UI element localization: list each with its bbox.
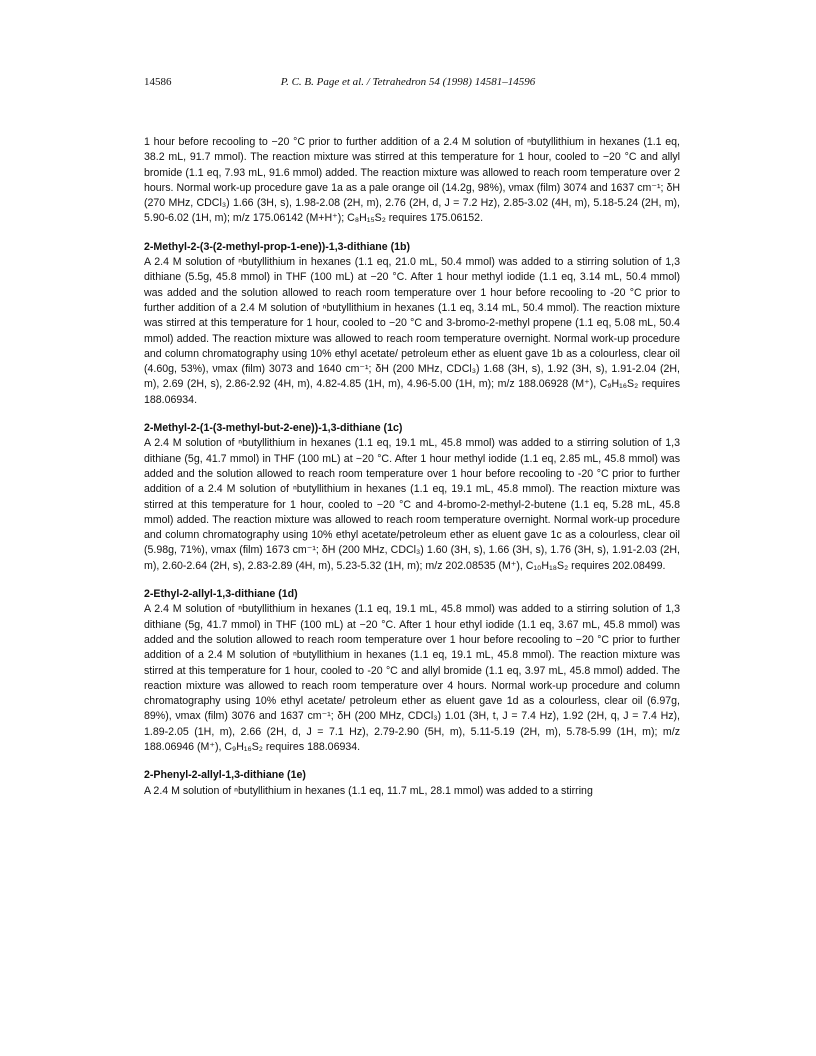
page-number: 14586 (144, 76, 172, 88)
journal-citation: P. C. B. Page et al. / Tetrahedron 54 (1998) 14581–14596 (280, 76, 536, 88)
section-heading: 2-Phenyl-2-allyl-1,3-dithiane (1e) (144, 769, 306, 782)
section-compound-1c (144, 421, 680, 574)
section-heading: 2-Methyl-2-(1-(3-methyl-but-2-ene))-1,3-dithiane (1c) (144, 422, 403, 435)
body-text (144, 135, 680, 799)
continuation-paragraph: 1 hour before recooling to −20 °C prior to further addition of a 2.4 M solution of ⁿbutyllithium in hexanes (1.1 eq, 38.2 mL, 91.7 mmol). The reaction mixture was stirred at this temperature for 1 hour, cooled to −20 °C and allyl bromide (1.1 eq, 7.93 mL, 91.6 mmol) added. The reaction mixture was allowed to reach room temperature over 2 hours. Normal work-up procedure gave 1a as a pale orange oil (14.2g, 98%), νmax (film) 3074 and 1637 cm⁻¹; δH (270 MHz, CDCl₃) 1.66 (3H, s), 1.98-2.08 (2H, m), 2.76 (2H, d, J = 7.2 Hz), 2.85-3.02 (4H, m), 5.18-5.24 (2H, m), 5.90-6.02 (1H, m); m/z 175.06142 (M+H⁺); C₈H₁₅S₂ requires 175.06152. (144, 136, 680, 225)
section-compound-1e (144, 768, 680, 799)
section-paragraph: A 2.4 M solution of ⁿbutyllithium in hexanes (1.1 eq, 19.1 mL, 45.8 mmol) was added to a stirring solution of 1,3 dithiane (5g, 41.7 mmol) in THF (100 mL) at −20 °C. After 1 hour methyl iodide (1.1 eq, 2.85 mL, 45.8 mmol) was added and the solution allowed to reach room temperature over 1 hour before recooling to -20 °C prior to further addition of a 2.4 M solution of ⁿbutyllithium in hexanes (1.1 eq, 19.1 mL, 45.8 mmol). The reaction mixture was stirred at this temperature for 1 hour, cooled to −20 °C and 4-bromo-2-methyl-2-butene (1.1 eq, 5.28 mL, 45.8 mmol) added. The reaction mixture was allowed to reach room temperature overnight. Normal work-up procedure and column chromatography using 10% ethyl acetate/petroleum ether as eluent gave 1c as a colourless, clear oil (5.98g, 71%), νmax (film) 1673 cm⁻¹; δH (200 MHz, CDCl₃) 1.60 (3H, s), 1.66 (3H, s), 1.76 (3H, s), 1.91-2.03 (2H, m), 2.60-2.64 (2H, s), 2.83-2.89 (4H, m), 5.23-5.32 (1H, m); m/z 202.08535 (M⁺), C₁₀H₁₈S₂ requires 202.08499. (144, 437, 680, 572)
section-compound-1b (144, 240, 680, 408)
section-heading: 2-Methyl-2-(3-(2-methyl-prop-1-ene))-1,3-dithiane (1b) (144, 240, 411, 253)
section-paragraph: A 2.4 M solution of ⁿbutyllithium in hexanes (1.1 eq, 11.7 mL, 28.1 mmol) was added to a stirring (144, 784, 593, 797)
section-paragraph: A 2.4 M solution of ⁿbutyllithium in hexanes (1.1 eq, 19.1 mL, 45.8 mmol) was added to a stirring solution of 1,3 dithiane (5g, 41.7 mmol) in THF (100 mL) at −20 °C. After 1 hour ethyl iodide (1.1 eq, 3.67 mL, 45.8 mmol) was added and the solution allowed to reach room temperature over 1 hour before recooling to −20 °C prior to further addition of a 2.4 M solution of ⁿbutyllithium in hexanes (1.1 eq, 19.1 mL, 45.8 mmol). The reaction mixture was stirred at this temperature for 1 hour, cooled to -20 °C and allyl bromide (1.1 eq, 3.97 mL, 45.8 mmol) added. The reaction mixture was allowed to reach room temperature over 4 hours. Normal work-up procedure and column chromatography using 10% ethyl acetate/ petroleum ether as eluent gave 1d as a colourless, clear oil (6.97g, 89%), νmax (film) 3076 and 1637 cm⁻¹; δH (200 MHz, CDCl₃) 1.01 (3H, t, J = 7.4 Hz), 1.92 (2H, q, J = 7.4 Hz), 1.89-2.05 (1H, m), 2.66 (2H, d, J = 7.1 Hz), 2.79-2.90 (5H, m), 5.11-5.19 (2H, m), 5.78-5.99 (1H, m); m/z 188.06946 (M⁺), C₉H₁₆S₂ requires 188.06934. (144, 603, 680, 753)
section-paragraph: A 2.4 M solution of ⁿbutyllithium in hexanes (1.1 eq, 21.0 mL, 50.4 mmol) was added to a stirring solution of 1,3 dithiane (5.5g, 45.8 mmol) in THF (100 mL) at −20 °C. After 1 hour methyl iodide (1.1 eq, 3.14 mL, 50.4 mmol) was added and the solution allowed to reach room temperature over 1 hour before recooling to -20 °C prior to further addition of a 2.4 M solution of ⁿbutyllithium in hexanes (1.1 eq, 3.14 mL, 50.4 mmol). The reaction mixture was stirred at this temperature for 1 hour, cooled to −20 °C and 3-bromo-2-methyl propene (1.1 eq, 5.08 mL, 50.4 mmol) added. The reaction mixture was allowed to reach room temperature overnight. Normal work-up procedure and column chromatography using 10% ethyl acetate/ petroleum ether as eluent gave 1b as a colourless, clear oil (4.60g, 53%), νmax (film) 3073 and 1640 cm⁻¹; δH (200 MHz, CDCl₃) 1.68 (3H, s), 1.92 (3H, s), 1.91-2.04 (2H, m), 2.69 (2H, s), 2.86-2.92 (4H, m), 4.82-4.85 (1H, m), 4.96-5.00 (1H, m); m/z 188.06928 (M⁺), C₉H₁₆S₂ requires 188.06934. (144, 256, 680, 406)
running-header (144, 76, 672, 92)
section-heading: 2-Ethyl-2-allyl-1,3-dithiane (1d) (144, 588, 298, 601)
section-compound-1d (144, 587, 680, 755)
